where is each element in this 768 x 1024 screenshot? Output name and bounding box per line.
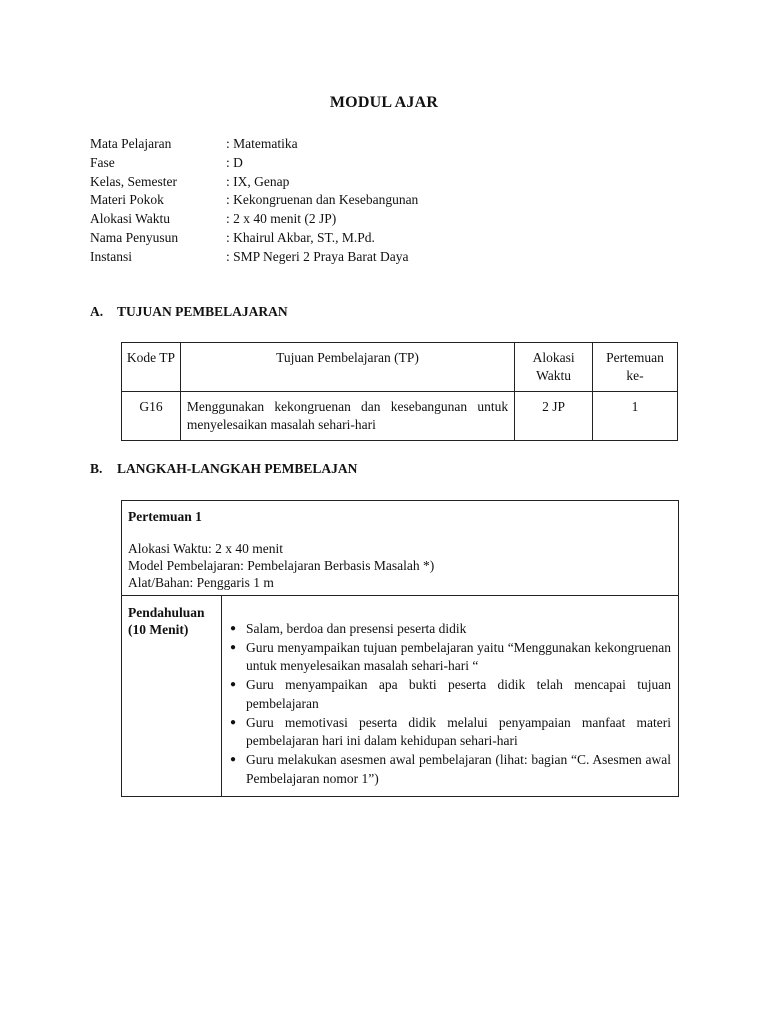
step-text: Salam, berdoa dan presensi peserta didik xyxy=(246,621,467,636)
info-label: Fase xyxy=(90,154,115,170)
learning-objectives-table xyxy=(121,342,678,441)
info-label: Materi Pokok xyxy=(90,192,164,208)
step-text: Guru menyampaikan tujuan pembelajaran yaitu “Menggunakan kekongruenan untuk menyelesaikan masalah sehari-hari “ xyxy=(246,639,671,674)
info-row-mata-pelajaran xyxy=(90,135,418,154)
table-row xyxy=(122,392,678,441)
bullet-icon: ● xyxy=(230,753,237,765)
info-row-alokasi-waktu xyxy=(90,210,418,229)
section-number: B. xyxy=(90,461,103,476)
cell-tujuan: Menggunakan kekongruenan dan kesebangunan untuk menyelesaikan masalah sehari-hari xyxy=(180,392,514,441)
info-label: Instansi xyxy=(90,248,132,264)
phase-label-cell xyxy=(122,596,222,796)
step-text: Guru memotivasi peserta didik melalui penyampaian manfaat materi pembelajaran hari ini dalam kehidupan sehari-hari xyxy=(246,714,671,749)
section-heading-b xyxy=(90,461,357,477)
list-item xyxy=(222,714,671,751)
info-row-fase xyxy=(90,154,418,173)
info-value: : SMP Negeri 2 Praya Barat Daya xyxy=(226,248,409,264)
steps-list xyxy=(222,620,671,788)
table-header-row xyxy=(122,343,678,392)
header-pertemuan: Pertemuan ke- xyxy=(593,343,678,392)
info-value: : IX, Genap xyxy=(226,173,290,189)
section-heading-a xyxy=(90,304,288,320)
list-item xyxy=(222,639,671,676)
list-item xyxy=(222,676,671,713)
header-tujuan: Tujuan Pembelajaran (TP) xyxy=(180,343,514,392)
meeting-header-cell xyxy=(122,501,678,596)
phase-name: Pendahuluan xyxy=(128,605,205,620)
info-label: Nama Penyusun xyxy=(90,229,179,245)
bullet-icon: ● xyxy=(230,623,237,634)
cell-alokasi: 2 JP xyxy=(515,392,593,441)
step-text: Guru melakukan asesmen awal pembelajaran (lihat: bagian “C. Asesmen awal Pembelajaran nomor 1”) xyxy=(246,751,671,786)
bullet-icon: ● xyxy=(230,679,237,691)
info-label: Mata Pelajaran xyxy=(90,136,172,151)
section-title: TUJUAN PEMBELAJARAN xyxy=(117,304,288,319)
info-value: : 2 x 40 menit (2 JP) xyxy=(226,211,337,227)
info-value: : Khairul Akbar, ST., M.Pd. xyxy=(226,229,375,245)
info-label: Alokasi Waktu xyxy=(90,211,171,227)
info-value: : D xyxy=(226,154,243,170)
info-row-kelas-semester xyxy=(90,173,418,192)
identity-block xyxy=(90,135,418,267)
info-row-nama-penyusun xyxy=(90,229,418,248)
info-label: Kelas, Semester xyxy=(90,173,177,189)
info-row-instansi xyxy=(90,248,418,267)
phase-label xyxy=(128,604,205,638)
info-row-materi-pokok xyxy=(90,191,418,210)
list-item xyxy=(222,620,671,639)
list-item xyxy=(222,751,671,788)
step-text: Guru menyampaikan apa bukti peserta didik telah mencapai tujuan pembelajaran xyxy=(246,677,671,711)
meeting-model: Model Pembelajaran: Pembelajaran Berbasis Masalah *) xyxy=(128,558,435,573)
meeting-box xyxy=(121,500,679,797)
header-alokasi: Alokasi Waktu xyxy=(515,343,593,392)
meeting-tools: Alat/Bahan: Penggaris 1 m xyxy=(128,575,274,590)
info-value: : Kekongruenan dan Kesebangunan xyxy=(226,192,419,208)
document-title: MODUL AJAR xyxy=(329,94,439,111)
cell-pertemuan: 1 xyxy=(593,392,678,441)
meeting-title: Pertemuan 1 xyxy=(128,509,202,524)
meeting-details xyxy=(128,540,434,591)
header-kode-tp: Kode TP xyxy=(122,343,181,392)
section-title: LANGKAH-LANGKAH PEMBELAJAN xyxy=(117,461,358,476)
section-number: A. xyxy=(90,304,104,319)
phase-duration: (10 Menit) xyxy=(128,622,189,637)
info-value: : Matematika xyxy=(226,136,298,151)
cell-kode: G16 xyxy=(122,392,181,441)
bullet-icon: ● xyxy=(230,641,237,653)
meeting-time: Alokasi Waktu: 2 x 40 menit xyxy=(128,541,284,556)
bullet-icon: ● xyxy=(230,716,237,728)
